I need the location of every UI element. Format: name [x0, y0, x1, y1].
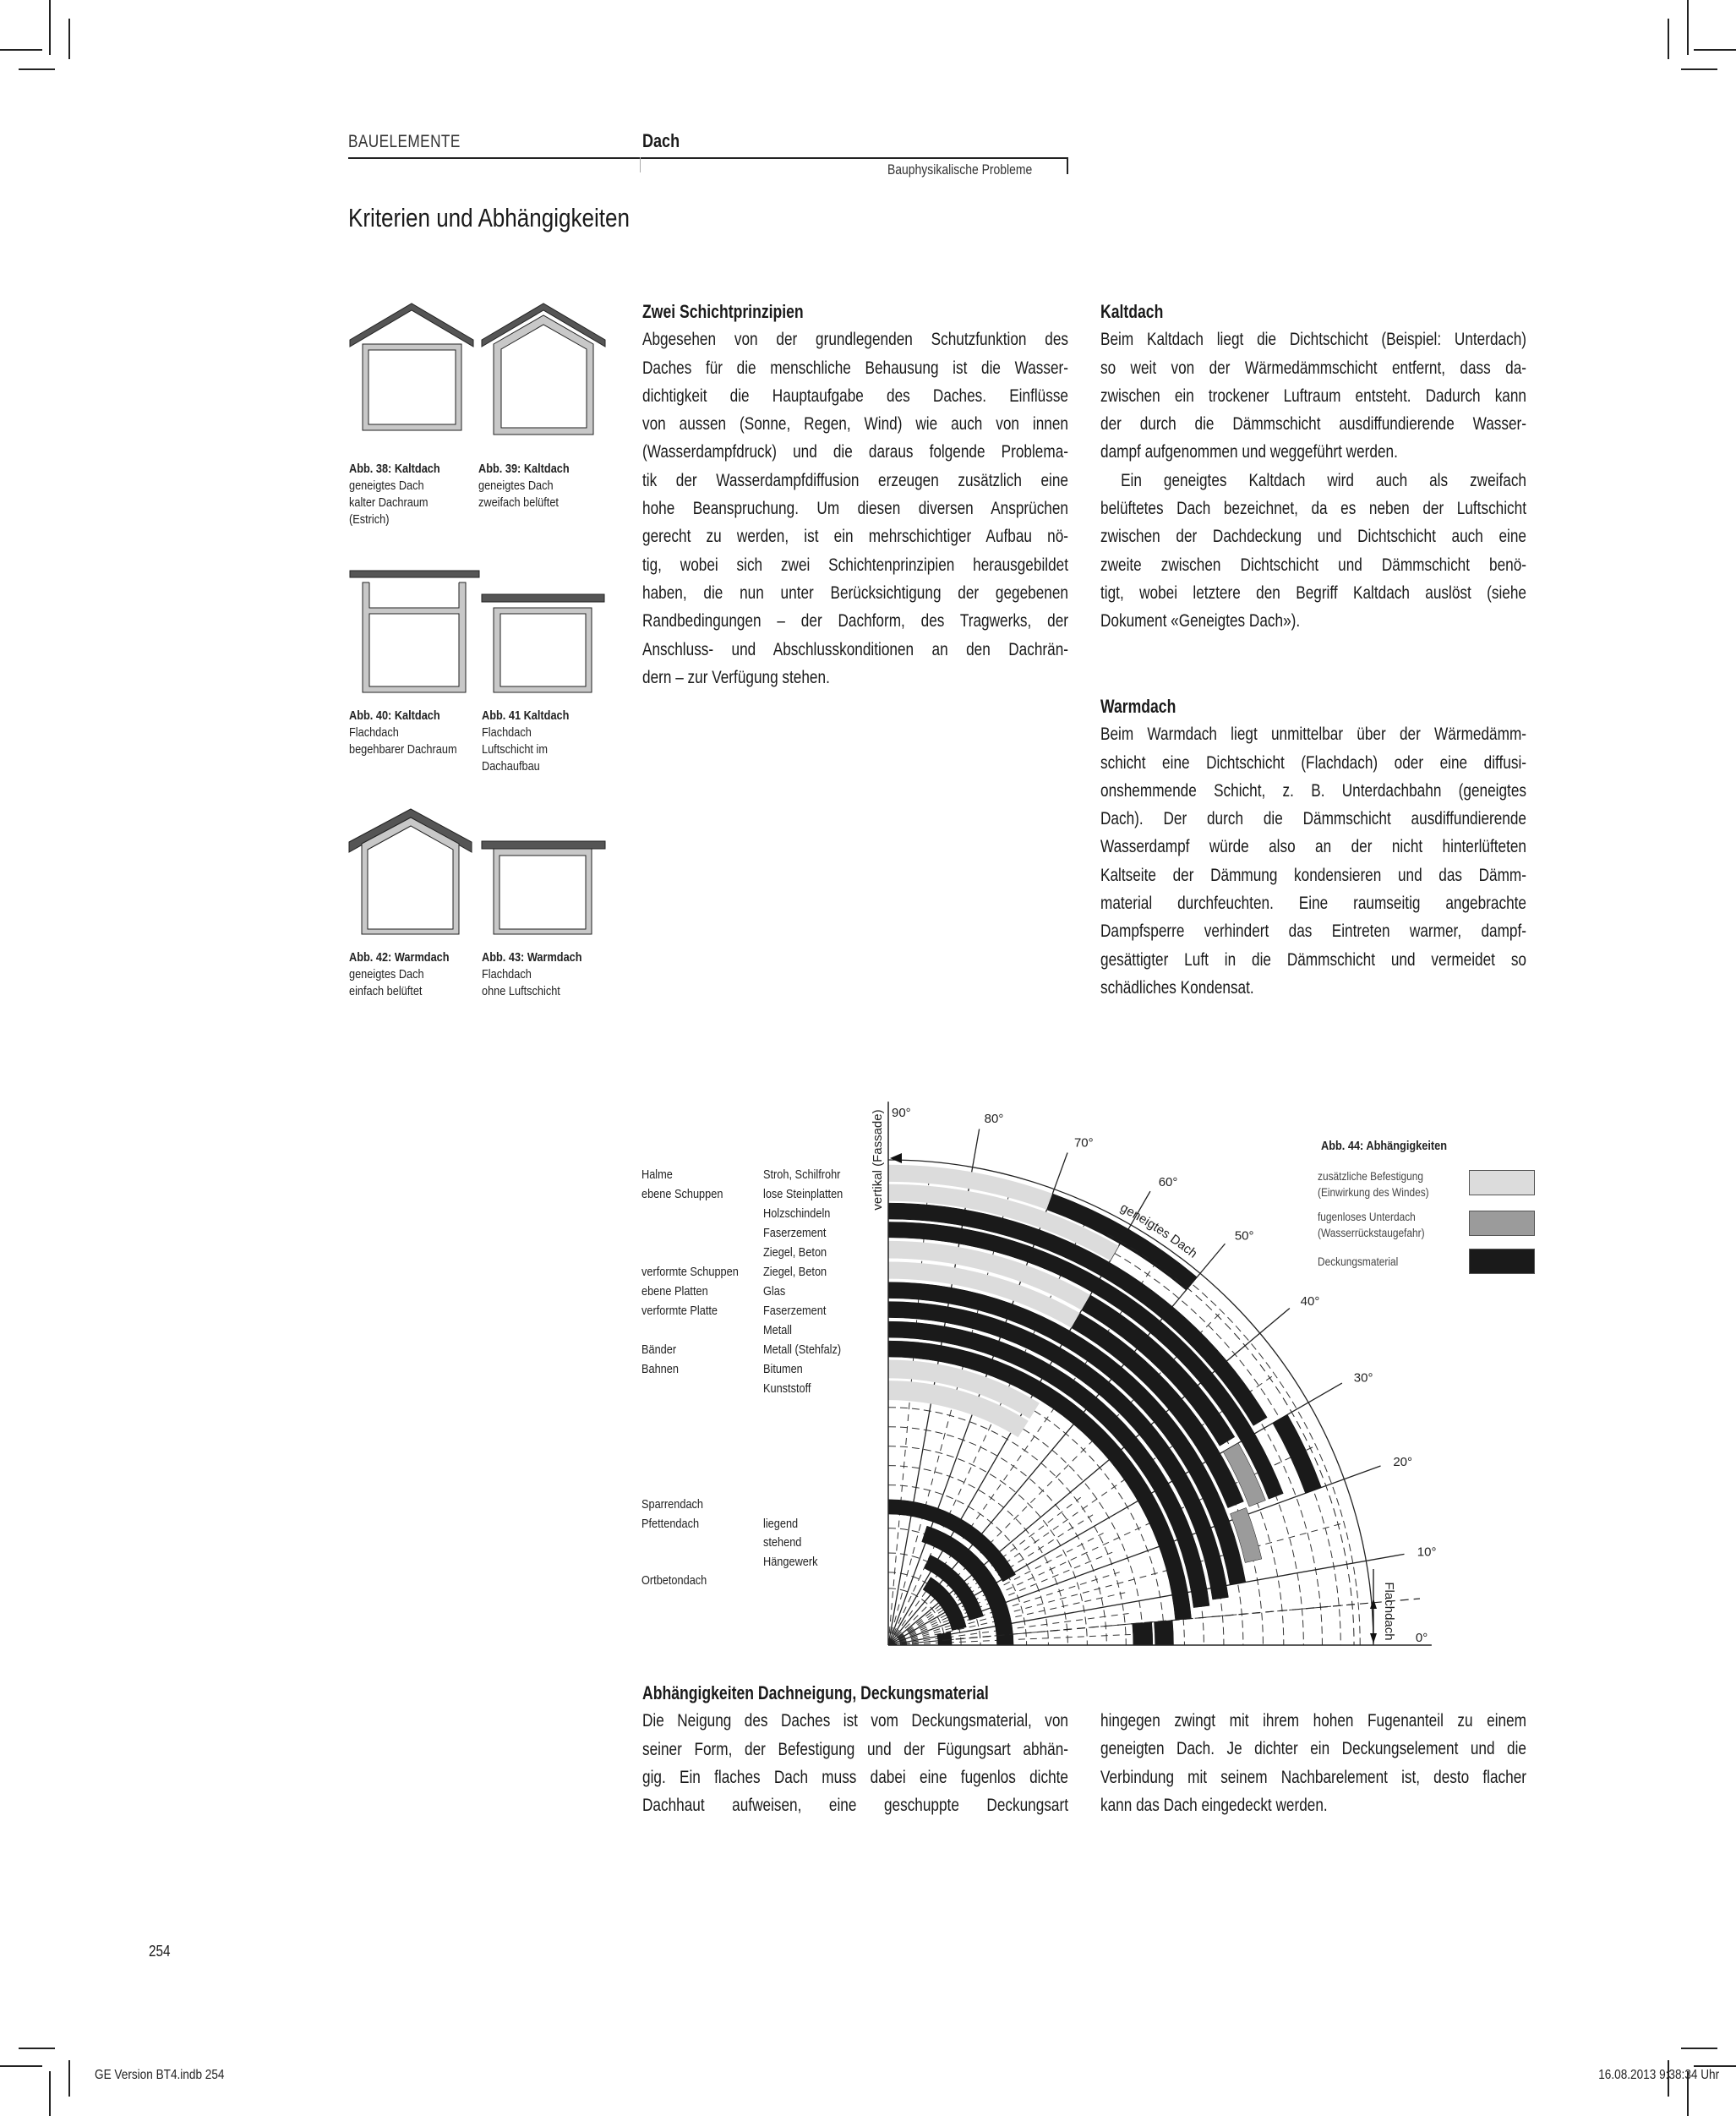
text-line: belüftetes Dach bezeichnet, da es neben der Luftschicht — [1100, 498, 1526, 519]
caption-line: geneigtes Dach — [349, 967, 424, 981]
caption-line: ohne Luftschicht — [482, 984, 560, 998]
page-title: Kriterien und Abhängigkeiten — [348, 203, 630, 232]
header-chapter: Dach — [642, 130, 680, 151]
angle-label: 50° — [1234, 1228, 1254, 1244]
construction-type-label: ebene Platten — [641, 1284, 708, 1299]
text-line: zweite zwischen Dichtschicht und Dämmschicht benö- — [1100, 554, 1526, 575]
text-line: Kaltseite der Dämmung kondensieren und das Dämm- — [1100, 864, 1526, 885]
text-line: Dach). Der durch die Dämmschicht ausdiffundierende — [1100, 808, 1526, 829]
caption-title: Abb. 42: Warmdach — [349, 950, 450, 965]
legend-label-line: fugenloses Unterdach — [1318, 1210, 1416, 1223]
construction-type-label: Bänder — [641, 1342, 677, 1357]
text-line: von aussen (Sonne, Regen, Wind) wie auch von innen — [642, 413, 1068, 435]
angle-label: 70° — [1073, 1135, 1094, 1151]
arc-label-text: geneigtes Dach — [1117, 1200, 1200, 1261]
text-line: Abgesehen von der grundlegenden Schutzfunktion des — [642, 329, 1068, 350]
material-label: Faserzement — [763, 1226, 827, 1240]
legend-label — [1318, 1168, 1429, 1200]
footer-timestamp: 16.08.2013 9:38:34 Uhr — [1598, 2068, 1719, 2082]
crop-mark — [1694, 2065, 1736, 2067]
footer-file: GE Version BT4.indb 254 — [95, 2068, 225, 2082]
caption-line: geneigtes Dach — [349, 478, 424, 493]
figure-40-kaltdach — [350, 571, 479, 692]
text-line: Ein geneigtes Kaltdach wird auch als zweifach — [1121, 469, 1526, 490]
text-line: seiner Form, der Befestigung und der Fügungsart abhän- — [642, 1738, 1068, 1759]
crop-mark — [19, 68, 55, 70]
material-label: Faserzement — [763, 1304, 827, 1318]
section-kaltdach — [1100, 298, 1526, 636]
caption-title: Abb. 39: Kaltdach — [478, 462, 570, 476]
legend-swatch — [1469, 1170, 1535, 1195]
figure-caption — [349, 461, 440, 528]
text-line: Beim Kaltdach liegt die Dichtschicht (Beispiel: Unterdach) — [1100, 329, 1526, 350]
material-label: Kunststoff — [763, 1381, 811, 1396]
legend-label — [1318, 1209, 1425, 1241]
figure-39-kaltdach — [482, 303, 605, 435]
text-line: kann das Dach eingedeckt werden. — [1100, 1794, 1328, 1815]
caption-line: Luftschicht im — [482, 742, 548, 757]
vertical-axis-label: vertikal (Fassade) — [871, 1109, 885, 1211]
crop-mark — [1687, 0, 1689, 55]
figure-41-kaltdach — [482, 594, 604, 692]
material-label: Metall (Stehfalz) — [763, 1342, 842, 1357]
arrow-down-icon — [1370, 1633, 1377, 1643]
section-heading: Kaltdach — [1100, 301, 1164, 322]
structure-type-label: Sparrendach — [641, 1497, 704, 1512]
material-label: Stroh, Schilfrohr — [763, 1167, 841, 1182]
legend-label-line: (Wasserrückstaugefahr) — [1318, 1226, 1425, 1239]
caption-line: einfach belüftet — [349, 984, 423, 998]
angle-label: 0° — [1415, 1631, 1428, 1645]
legend-swatch — [1469, 1249, 1535, 1274]
legend-label-line: Deckungsmaterial — [1318, 1255, 1399, 1268]
text-line: dern – zur Verfügung stehen. — [642, 666, 830, 687]
header-tick-right — [1067, 157, 1068, 174]
header-tick — [640, 157, 641, 172]
text-line: schädliches Kondensat. — [1100, 976, 1254, 998]
construction-type-label: verformte Platte — [641, 1304, 718, 1318]
text-line: Daches für die menschliche Behausung ist die Wasser- — [642, 357, 1068, 378]
figure-caption — [349, 949, 450, 1000]
construction-type-label: ebene Schuppen — [641, 1187, 723, 1201]
caption-line: geneigtes Dach — [478, 478, 554, 493]
caption-line: (Estrich) — [349, 512, 390, 527]
legend-title: Abb. 44: Abhängigkeiten — [1321, 1139, 1448, 1153]
text-line: gig. Ein flaches Dach muss dabei eine fugenlos dichte — [642, 1766, 1068, 1787]
material-label: Glas — [763, 1284, 786, 1299]
structure-type-label: Ortbetondach — [641, 1573, 707, 1588]
text-line: tig, wobei sich zwei Schichtenprinzipien herausgebildet — [642, 554, 1068, 575]
section-zwei-schichtprinzipien — [642, 298, 1068, 692]
angle-label: 30° — [1353, 1370, 1373, 1386]
angle-label: 40° — [1300, 1294, 1320, 1310]
section-heading: Warmdach — [1100, 696, 1176, 717]
caption-line: Flachdach — [482, 725, 532, 740]
material-label: Bitumen — [763, 1362, 803, 1376]
text-line: Beim Warmdach liegt unmittelbar über der Wärmedämm- — [1100, 724, 1526, 745]
legend-label-line: zusätzliche Befestigung — [1318, 1169, 1424, 1183]
header-section: BAUELEMENTE — [348, 132, 461, 151]
section-heading: Zwei Schichtprinzipien — [642, 301, 804, 322]
figure-caption — [482, 949, 582, 1000]
crop-mark — [1668, 19, 1669, 59]
crop-mark — [19, 2048, 55, 2049]
text-line: Wasserdampf würde also an der nicht hinterlüfteten — [1100, 836, 1526, 857]
text-line: haben, die nun unter Berücksichtigung der gegebenen — [642, 582, 1068, 603]
text-line: Dokument «Geneigtes Dach»). — [1100, 610, 1301, 632]
text-line: Anschluss- und Abschlusskonditionen an den Dachrän- — [642, 638, 1068, 659]
caption-line: Flachdach — [349, 725, 399, 740]
section-abhaengigkeiten-col1 — [642, 1679, 1068, 1819]
text-line: Dachhaut aufweisen, eine geschuppte Deckungsart — [642, 1795, 1068, 1816]
section-abhaengigkeiten-col2 — [1100, 1707, 1526, 1819]
text-line: schicht eine Dichtschicht (Flachdach) oder eine diffusi- — [1100, 752, 1526, 773]
section-heading: Abhängigkeiten Dachneigung, Deckungsmaterial — [642, 1682, 989, 1703]
construction-type-label: Halme — [641, 1167, 673, 1182]
page-number: 254 — [149, 1943, 171, 1960]
construction-type-label: Bahnen — [641, 1362, 679, 1376]
header-subchapter: Bauphysikalische Probleme — [887, 161, 1033, 178]
figure-caption — [478, 461, 570, 511]
text-line: Randbedingungen – der Dachform, des Tragwerks, der — [642, 610, 1068, 632]
caption-line: zweifach belüftet — [478, 495, 559, 510]
caption-line: begehbarer Dachraum — [349, 742, 457, 757]
material-label: Ziegel, Beton — [763, 1245, 827, 1260]
caption-title: Abb. 43: Warmdach — [482, 950, 582, 965]
crop-mark — [0, 2065, 42, 2067]
structure-variant-label: liegend — [763, 1516, 799, 1531]
band-segment-deckungsmaterial — [1154, 1621, 1173, 1645]
crop-mark — [49, 2071, 51, 2116]
flat-roof-label: Flachdach — [1382, 1582, 1396, 1641]
text-line: zwischen ein trockener Luftraum entsteht. Dadurch kann — [1100, 385, 1526, 406]
text-line: geneigten Dach. Je dichter ein Deckungselement und die — [1100, 1738, 1526, 1759]
angle-label: 80° — [984, 1112, 1004, 1127]
text-line: hingegen zwingt mit ihrem hohen Fugenanteil zu einem — [1100, 1710, 1526, 1731]
text-line: dampf aufgenommen und weggeführt werden. — [1100, 441, 1398, 462]
band-segment-deckungsmaterial — [1273, 1414, 1322, 1493]
caption-line: Flachdach — [482, 967, 532, 981]
roof-slab — [350, 571, 479, 577]
crop-mark — [68, 2060, 70, 2097]
crop-mark — [49, 0, 51, 55]
text-line: gesättigter Luft in die Dämmschicht und vermeidet so — [1100, 949, 1526, 970]
text-line: tigt, wobei letztere den Begriff Kaltdach auslöst (siehe — [1100, 582, 1526, 603]
material-label: lose Steinplatten — [763, 1187, 843, 1201]
roof-figures — [338, 287, 625, 1014]
text-line: material durchfeuchten. Eine raumseitig angebrachte — [1100, 893, 1526, 914]
figure-38-kaltdach — [350, 303, 473, 430]
text-line: onshemmende Schicht, z. B. Unterdachbahn (geneigtes — [1100, 779, 1526, 801]
text-line: hohe Beanspruchung. Um diesen diversen Ansprüchen — [642, 498, 1068, 519]
text-line: dichtigkeit die Hauptaufgabe des Daches. Einflüsse — [642, 385, 1068, 406]
angle-label: 20° — [1393, 1455, 1413, 1470]
caption-title: Abb. 41 Kaltdach — [482, 708, 570, 723]
structure-variant-label: Hängewerk — [763, 1554, 818, 1569]
text-line: so weit von der Wärmedämmschicht entfernt, dass da- — [1100, 357, 1526, 378]
roof-slab — [482, 594, 604, 602]
structure-type-label: Pfettendach — [641, 1516, 700, 1531]
legend-swatch — [1469, 1211, 1535, 1236]
caption-line: Dachaufbau — [482, 759, 540, 774]
crop-mark — [1681, 68, 1717, 70]
text-line: Verbindung mit seinem Nachbarelement ist, desto flacher — [1100, 1766, 1526, 1787]
caption-line: kalter Dachraum — [349, 495, 429, 510]
construction-type-label: verformte Schuppen — [641, 1265, 739, 1279]
legend-label — [1318, 1254, 1398, 1270]
crop-mark — [0, 49, 42, 51]
text-line: tik der Wasserdampfdiffusion erzeugen zusätzlich eine — [642, 469, 1068, 490]
caption-title: Abb. 38: Kaltdach — [349, 462, 440, 476]
text-line: gerecht zu werden, ist ein mehrschichtiger Aufbau nö- — [642, 526, 1068, 547]
text-line: Dampfsperre verhindert das Eintreten warmer, dampf- — [1100, 921, 1526, 942]
crop-mark — [1694, 49, 1736, 51]
material-label: Metall — [763, 1323, 793, 1337]
section-warmdach — [1100, 692, 1526, 1002]
roof-slab — [482, 841, 605, 849]
crop-mark — [1681, 2048, 1717, 2049]
angle-label: 10° — [1417, 1545, 1437, 1560]
roof-shape — [350, 303, 473, 347]
band-segment-deckungsmaterial — [1133, 1622, 1153, 1645]
text-line: der durch die Dämmschicht ausdiffundierende Wasser- — [1100, 413, 1526, 435]
material-label: Ziegel, Beton — [763, 1265, 827, 1279]
structure-variant-label: stehend — [763, 1535, 802, 1550]
crop-mark — [68, 19, 70, 59]
legend-label-line: (Einwirkung des Windes) — [1318, 1185, 1429, 1199]
figure-43-warmdach — [482, 841, 605, 934]
caption-title: Abb. 40: Kaltdach — [349, 708, 440, 723]
text-line: (Wasserdampfdruck) und die daraus folgende Problema- — [642, 441, 1068, 462]
header-rule — [348, 157, 1067, 159]
figure-caption — [349, 708, 457, 758]
angle-label: 90° — [892, 1106, 911, 1121]
text-line: Die Neigung des Daches ist vom Deckungsmaterial, von — [642, 1710, 1068, 1731]
figure-42-warmdach — [349, 809, 472, 934]
arrow-left-icon — [890, 1153, 902, 1163]
text-line: zwischen der Dachdeckung und Dichtschicht auch eine — [1100, 526, 1526, 547]
angle-label: 60° — [1158, 1175, 1178, 1190]
figure-caption — [482, 708, 569, 775]
material-label: Holzschindeln — [763, 1206, 831, 1221]
